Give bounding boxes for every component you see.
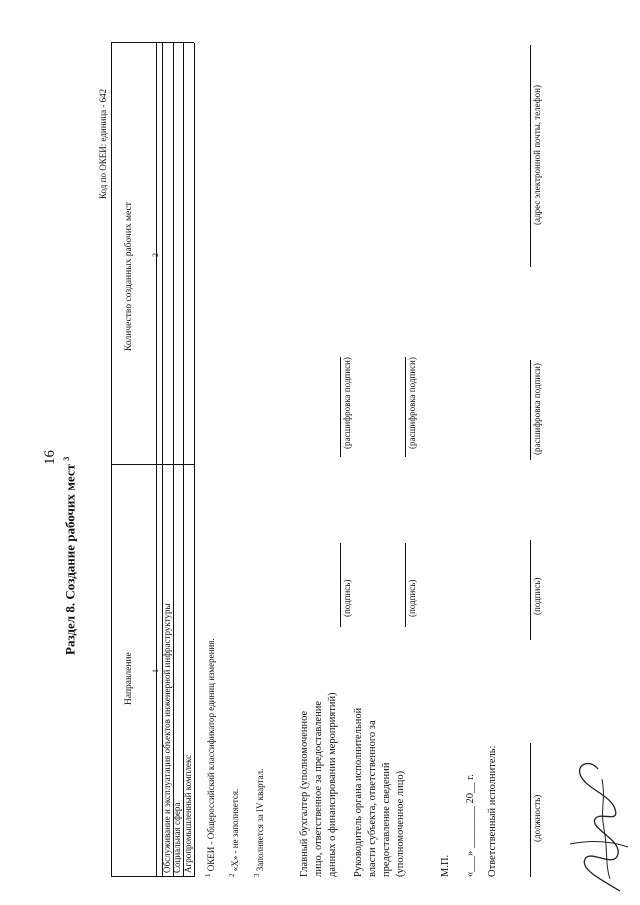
chief-signature-label: (подпись)	[342, 579, 352, 617]
page-number: 16	[42, 450, 58, 465]
chief-accountant-line: лицо, ответственное за предоставление	[313, 701, 324, 877]
executor-label: Ответственный исполнитель:	[487, 745, 498, 877]
head-line: предоставление сведений	[381, 762, 392, 877]
date-line: «___» ________ 20__ г.	[465, 774, 476, 877]
chief-accountant-line: данных о финансировании мероприятий)	[327, 692, 338, 877]
section-title-footnote: 3	[62, 456, 71, 461]
executor-signature-label: (подпись)	[532, 577, 542, 615]
footnote-mark: 3	[253, 873, 261, 877]
chief-accountant-title	[298, 692, 340, 877]
column-number-2: 2	[151, 253, 160, 257]
chief-accountant-line: Главный бухгалтер (уполномоченное	[299, 710, 310, 877]
footnote-2	[228, 789, 240, 877]
head-line: власти субъекта, ответственного за	[367, 720, 378, 877]
footnote-text: ОКЕИ - Общероссийский классификатор единиц измерения.	[206, 638, 216, 872]
table-row: Агропромышленный комплекс	[183, 754, 193, 873]
footnote-text: «Х» - не заполняется.	[230, 788, 240, 872]
column-number-1: 1	[151, 669, 160, 673]
head-of-authority-title	[352, 708, 408, 877]
column-header-count: Количество созданных рабочих мест	[124, 202, 134, 351]
head-line: (уполномоченное лицо)	[395, 770, 406, 877]
footnote-mark: 2	[228, 873, 236, 877]
contact-label: (адрес электронной почты, телефон)	[532, 85, 542, 225]
table-row: Социальная сфера	[172, 802, 182, 873]
position-label: (должность)	[532, 794, 542, 842]
section-title	[62, 457, 78, 655]
handwritten-signature-icon	[560, 749, 635, 899]
head-line: Руководитель органа исполнительной	[353, 707, 364, 877]
head-signature-label: (подпись)	[407, 579, 417, 617]
footnote-mark: 1	[204, 873, 212, 877]
stamp-mark: М.П.	[440, 854, 451, 877]
footnote-1	[204, 638, 216, 877]
footnote-3	[253, 769, 265, 877]
head-decoding-label: (расшифровка подписи)	[407, 357, 417, 449]
column-header-direction: Направление	[124, 652, 134, 705]
section-title-text: Раздел 8. Создание рабочих мест	[62, 463, 78, 655]
footnote-text: Заполняется за IV квартал.	[255, 768, 265, 872]
table-row: Обслуживание и эксплуатация объектов инженерной инфраструктуры	[162, 603, 172, 873]
executor-decoding-label: (расшифровка подписи)	[532, 363, 542, 455]
okei-code: Код по ОКЕИ: единица - 642	[98, 88, 108, 199]
chief-decoding-label: (расшифровка подписи)	[342, 357, 352, 449]
